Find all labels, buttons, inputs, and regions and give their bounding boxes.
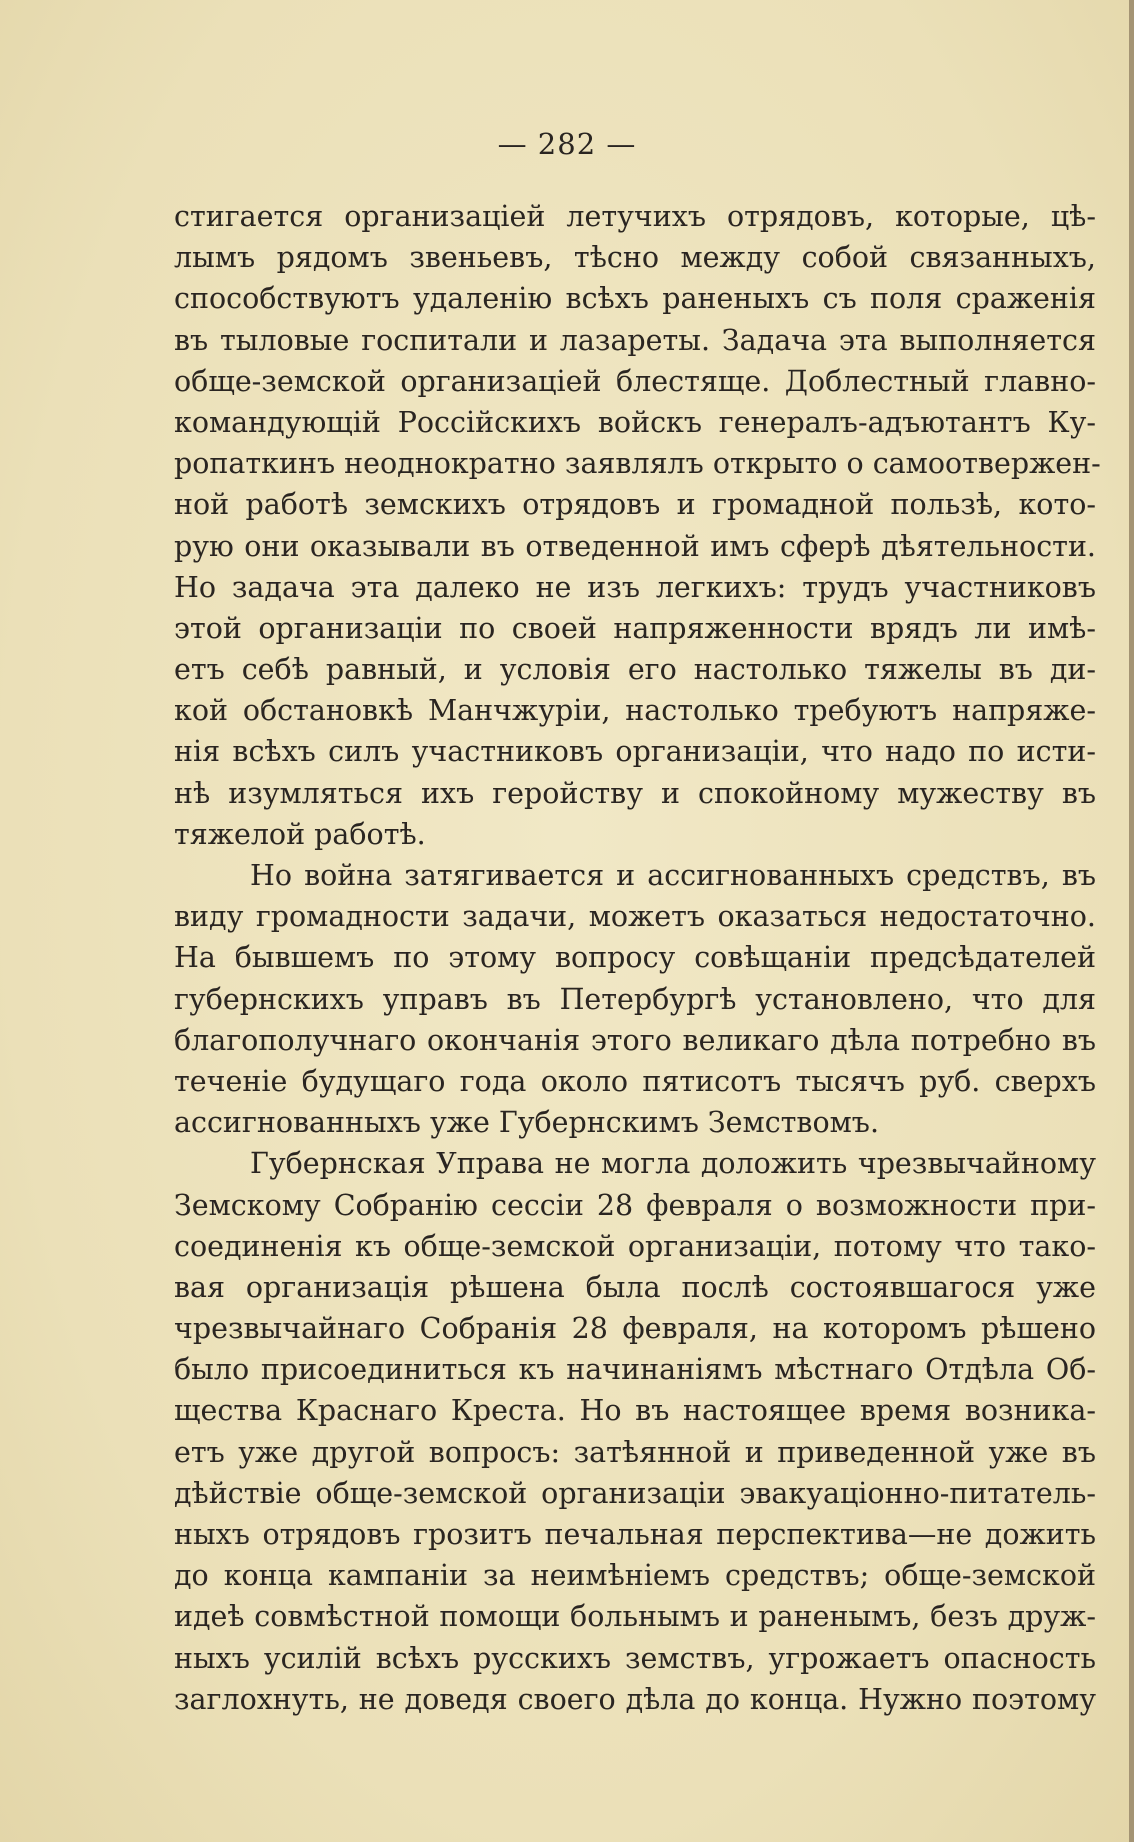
text-line: теченіе будущаго года около пятисотъ тысячъ руб. сверхъ (174, 1064, 1096, 1098)
text-line: етъ себѣ равный, и условія его настолько тяжелы въ ди- (174, 653, 1096, 687)
text-line: вая организація рѣшена была послѣ состоявшагося уже (174, 1270, 1096, 1304)
text-line: нія всѣхъ силъ участниковъ организаціи, что надо по исти- (174, 735, 1096, 769)
text-line: этой организаціи по своей напряженности врядъ ли имѣ- (174, 611, 1096, 645)
text-line: обще-земской организаціей блестяще. Доблестный главно- (174, 364, 1096, 398)
text-line: въ тыловые госпитали и лазареты. Задача эта выполняется (174, 323, 1096, 357)
text-line: ассигнованныхъ уже Губернскимъ Земствомъ. (174, 1106, 879, 1140)
text-line: Но задача эта далеко не изъ легкихъ: трудъ участниковъ (174, 570, 1096, 604)
text-line: ной работѣ земскихъ отрядовъ и громадной пользѣ, кото- (174, 488, 1096, 522)
text-line: Земскому Собранію сессіи 28 февраля о возможности при- (174, 1188, 1096, 1222)
text-line: ныхъ отрядовъ грозитъ печальная перспектива—не дожить (174, 1518, 1096, 1551)
text-line: стигается организаціей летучихъ отрядовъ, которые, цѣ- (174, 200, 1096, 233)
text-line: Но война затягивается и ассигнованныхъ средствъ, въ (250, 859, 1096, 892)
text-line: благополучнаго окончанія этого великаго дѣла потребно въ (174, 1023, 1096, 1057)
text-line: командующій Россійскихъ войскъ генералъ-адъютантъ Ку- (174, 405, 1096, 439)
text-line: рую они оказывали въ отведенной имъ сферѣ дѣятельности. (174, 529, 1096, 563)
text-line: ропаткинъ неоднократно заявлялъ открыто о самоотвержен- (174, 447, 1101, 481)
text-line: соединенія къ обще-земской организаціи, потому что тако- (174, 1229, 1096, 1263)
text-line: способствуютъ удаленію всѣхъ раненыхъ съ поля сраженія (174, 282, 1096, 316)
text-line: губернскихъ управъ въ Петербургѣ установлено, что для (174, 982, 1096, 1016)
text-line: нѣ изумляться ихъ геройству и спокойному мужеству въ (174, 776, 1096, 810)
page-number: — 282 — (497, 127, 637, 161)
text-line: было присоединиться къ начинаніямъ мѣстнаго Отдѣла Об- (174, 1353, 1096, 1387)
page-edge (1129, 0, 1134, 1842)
text-line: лымъ рядомъ звеньевъ, тѣсно между собой связанныхъ, (174, 241, 1096, 275)
text-line: чрезвычайнаго Собранія 28 февраля, на которомъ рѣшено (174, 1312, 1096, 1346)
text-line: заглохнуть, не доведя своего дѣла до конца. Нужно поэтому (174, 1682, 1096, 1716)
text-line: виду громадности задачи, можетъ оказаться недостаточно. (174, 900, 1096, 934)
text-line: щества Краснаго Креста. Но въ настоящее время возника- (174, 1394, 1096, 1428)
text-line: кой обстановкѣ Манчжуріи, настолько требуютъ напряже- (174, 694, 1096, 728)
text-line: ныхъ усилій всѣхъ русскихъ земствъ, угрожаетъ опасность (174, 1641, 1096, 1675)
text-line: дѣйствіе обще-земской организаціи эвакуаціонно-питатель- (174, 1476, 1096, 1510)
text-line: до конца кампаніи за неимѣніемъ средствъ; обще-земской (174, 1559, 1096, 1593)
body-text (174, 196, 1101, 1720)
text-line: На бывшемъ по этому вопросу совѣщаніи предсѣдателей (174, 941, 1096, 975)
text-line: тяжелой работѣ. (174, 817, 426, 851)
text-line: етъ уже другой вопросъ: затѣянной и приведенной уже въ (174, 1435, 1096, 1469)
text-line: идеѣ совмѣстной помощи больнымъ и раненымъ, безъ друж- (174, 1600, 1096, 1634)
text-line: Губернская Управа не могла доложить чрезвычайному (250, 1147, 1096, 1181)
